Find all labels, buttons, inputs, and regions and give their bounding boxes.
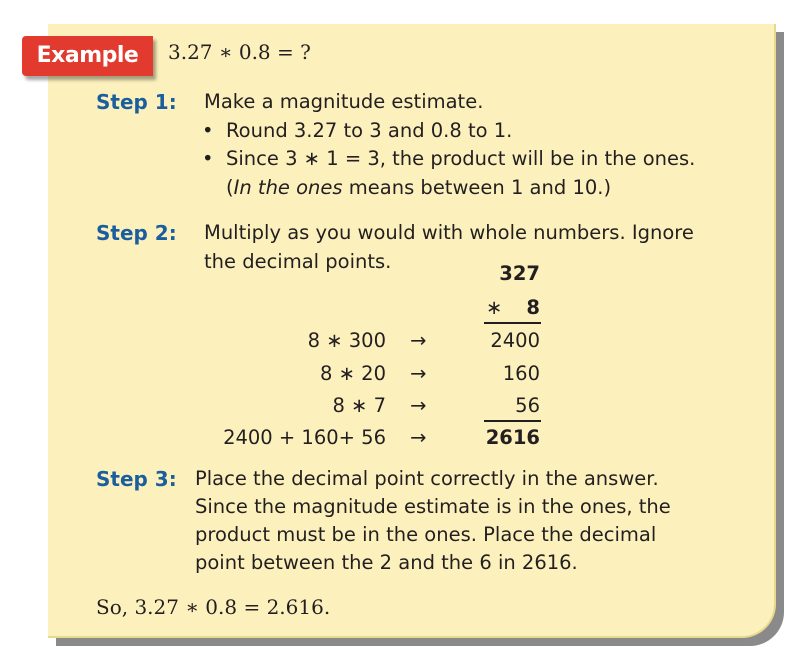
step2-text-line1: Multiply as you would with whole numbers. Ignore [204,221,694,244]
step2-text-line2: the decimal points. [204,250,392,273]
multiplication-rule [484,322,541,324]
step3-label: Step 3: [96,467,177,491]
multiplicand: 327 [499,262,540,285]
sum-value: 2616 [485,426,540,449]
step1-note-open: ( [226,176,234,199]
multiply-operator: ∗ [486,296,503,319]
problem-statement: 3.27 ∗ 0.8 = ? [168,40,311,64]
sum-expr: 2400 + 160+ 56 [223,426,386,449]
example-badge [22,36,153,76]
partial-2-expr: 8 ∗ 20 [320,362,386,385]
step1-bullet-1: Round 3.27 to 3 and 0.8 to 1. [226,119,513,142]
step1-bullet-1-marker: • [202,119,214,142]
step3-line-3: product must be in the ones. Place the decimal [195,523,657,546]
partial-1-value: 2400 [490,329,540,352]
step1-bullet-2-marker: • [202,147,214,170]
step1-bullet-2: Since 3 ∗ 1 = 3, the product will be in the ones. [226,147,696,170]
partial-3-arrow: → [410,394,427,417]
partial-2-arrow: → [410,362,427,385]
sum-arrow: → [410,426,427,449]
step2-label: Step 2: [96,221,177,245]
partial-3-expr: 8 ∗ 7 [332,394,386,417]
example-badge-label: Example [36,43,139,68]
step3-line-2: Since the magnitude estimate is in the ones, the [195,495,671,518]
step3-line-1: Place the decimal point correctly in the answer. [195,467,659,490]
conclusion: So, 3.27 ∗ 0.8 = 2.616. [96,595,331,619]
step1-note [226,176,611,199]
partial-1-expr: 8 ∗ 300 [307,329,386,352]
sum-rule [484,420,541,422]
step3-line-4: point between the 2 and the 6 in 2616. [195,551,578,574]
step1-text: Make a magnitude estimate. [204,90,484,113]
partial-3-value: 56 [515,394,540,417]
partial-1-arrow: → [410,329,427,352]
partial-2-value: 160 [502,362,540,385]
multiplier: 8 [526,296,540,319]
step1-label: Step 1: [96,90,177,114]
step1-note-rest: means between 1 and 10.) [342,176,612,199]
step1-note-italic: In the ones [233,176,343,199]
